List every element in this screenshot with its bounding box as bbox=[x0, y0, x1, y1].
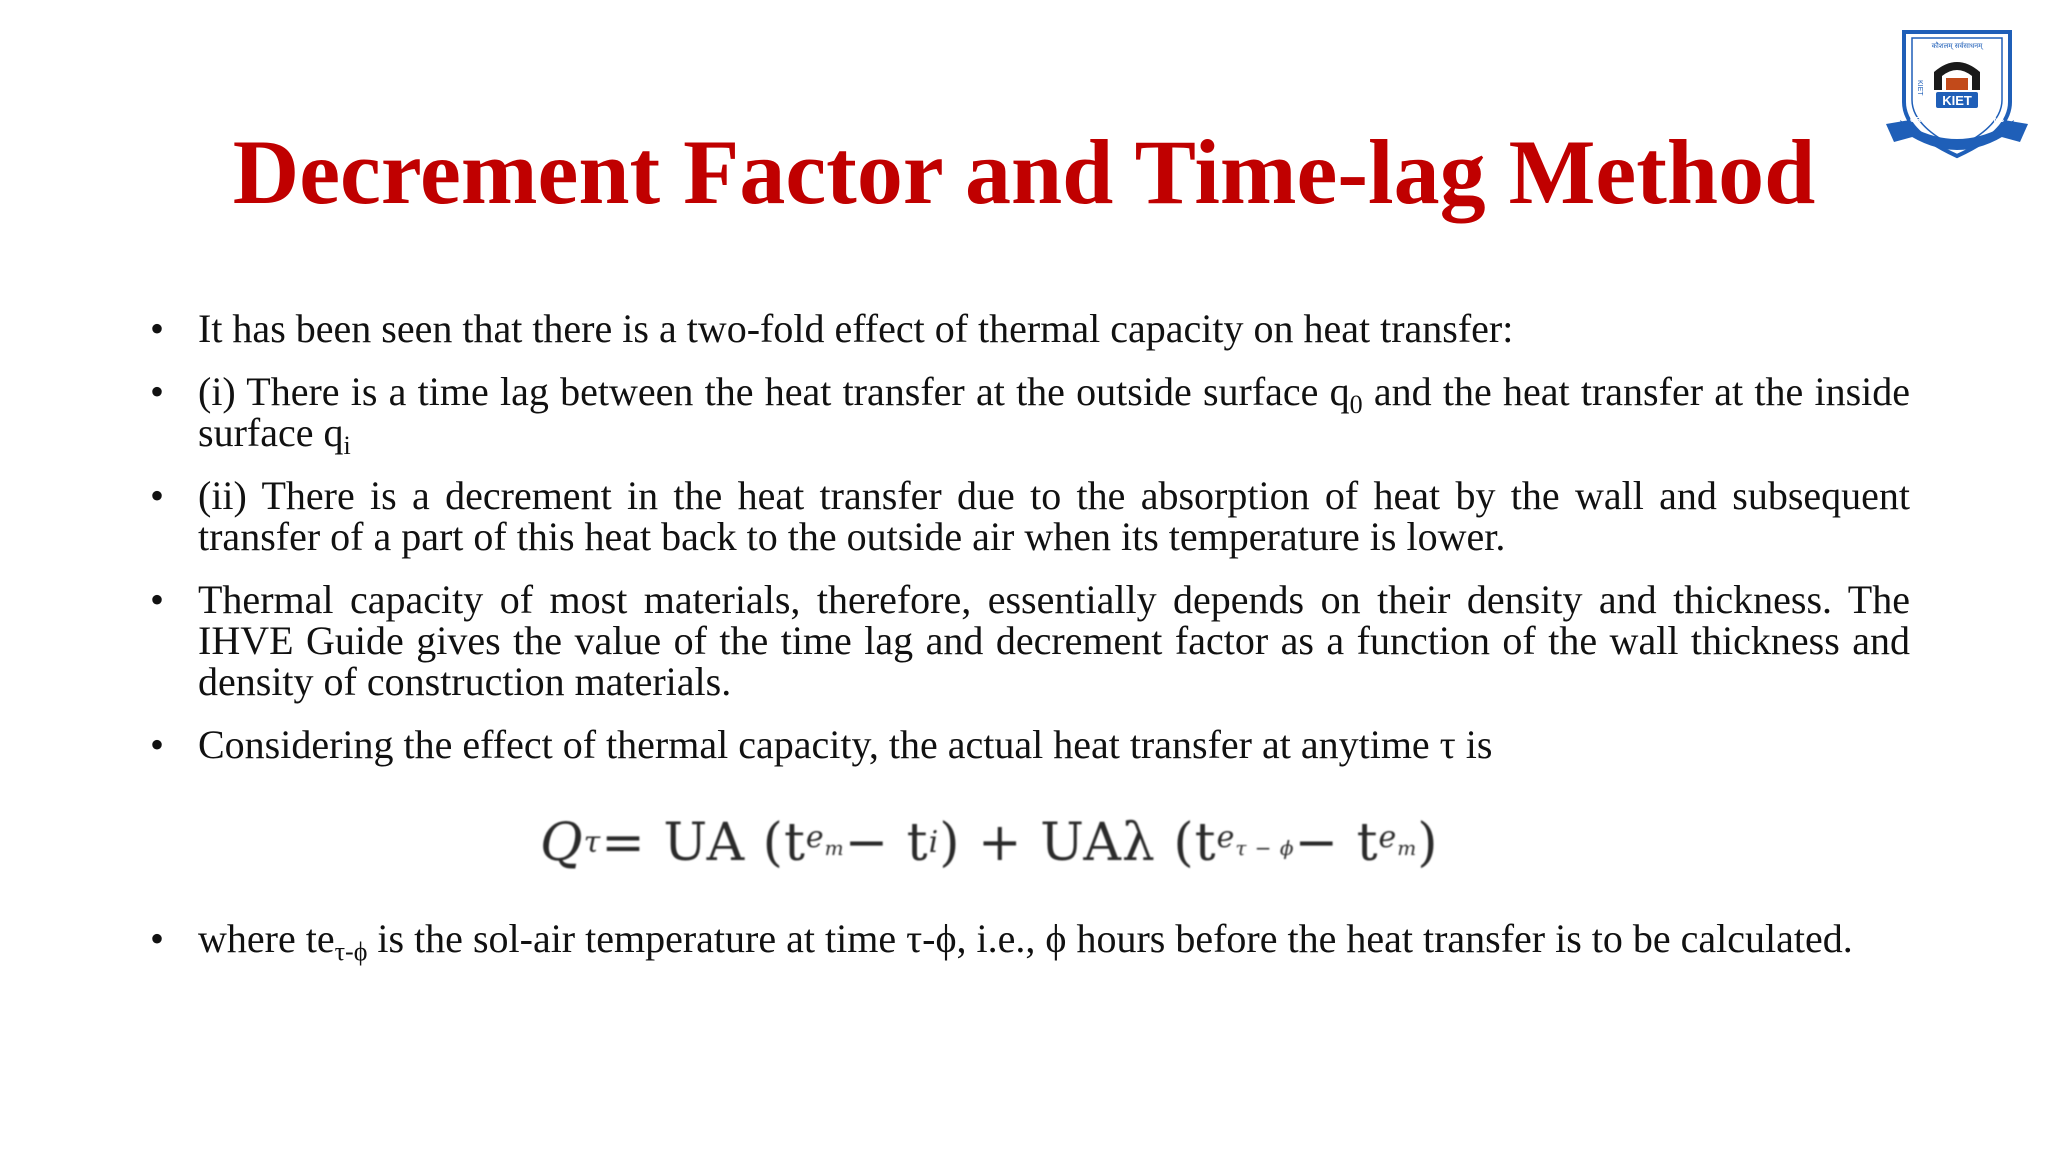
heat-transfer-equation: Q τ = UA (t $e_m$ − t i ) + UAλ (t $e_{\tau - \phi}$ − t $e_m$ ) bbox=[540, 813, 1439, 873]
kiet-logo-icon bbox=[1882, 28, 2032, 163]
bullet-decrement bbox=[150, 475, 1910, 557]
logo-motto: कौशलम् सर्वसाधनम् bbox=[1931, 42, 1983, 50]
bullet-text: (i) There is a time lag between the heat transfer at the outside surface q bbox=[198, 369, 1350, 414]
bullet-two-fold-effect bbox=[150, 308, 1910, 349]
bullet-sol-air-temperature bbox=[150, 916, 1910, 966]
bullet-text: is the sol-air temperature at time τ-ϕ, i.e., ϕ hours before the heat transfer is to be calculated. bbox=[367, 916, 1853, 961]
logo-badge-text: KIET bbox=[1942, 93, 1972, 108]
bullet-text: (ii) There is a decrement in the heat transfer due to the absorption of heat by the wall and subsequent transfer of a part of this heat back to the outside air when its temperature is lower. bbox=[198, 473, 1910, 559]
bullet-actual-heat-transfer bbox=[150, 724, 1910, 765]
subscript-tau-phi: τ-ϕ bbox=[334, 937, 368, 966]
bullet-list bbox=[150, 308, 1910, 787]
bullet-text: where te bbox=[198, 916, 335, 961]
bullet-text: It has been seen that there is a two-fold effect of thermal capacity on heat transfer: bbox=[198, 306, 1514, 351]
subscript-qi: i bbox=[343, 431, 351, 460]
bullet-time-lag bbox=[150, 369, 1911, 460]
bullet-text: Considering the effect of thermal capacity, the actual heat transfer at anytime τ is bbox=[198, 722, 1493, 767]
bullet-text: and the heat transfer at the inside surface q bbox=[198, 369, 1911, 455]
subscript-q0: 0 bbox=[1349, 390, 1363, 419]
svg-text:GROUP OF INSTITUTIONS: GROUP OF INSTITUTIONS bbox=[1909, 115, 2005, 124]
slide-title: Decrement Factor and Time-lag Method bbox=[232, 121, 1816, 223]
bullet-thermal-capacity bbox=[150, 579, 1910, 702]
bullet-text: Thermal capacity of most materials, therefore, essentially depends on their density and thickness. The IHVE Guide gives the value of the time lag and decrement factor as a function of the wall thickness and density of construction materials. bbox=[198, 577, 1910, 704]
svg-text:KIET: KIET bbox=[1916, 80, 1923, 96]
bullet-list-continued bbox=[150, 918, 1910, 981]
